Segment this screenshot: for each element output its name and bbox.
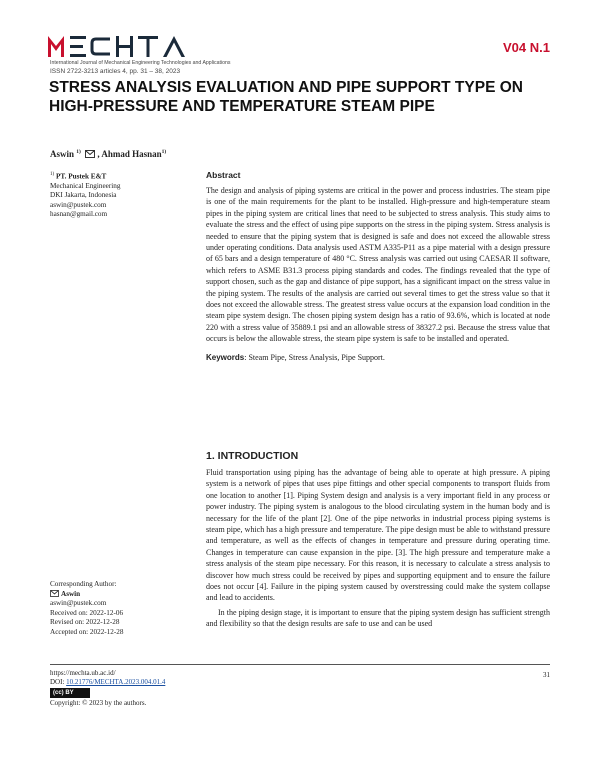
doi-link[interactable]: 10.21776/MECHTA.2023.004.01.4 [66,678,166,687]
corresponding-label: Corresponding Author: [50,580,117,588]
affil-org: PT. Pustek E&T [55,172,107,181]
affil-email-hasnan[interactable]: hasnan@gmail.com [50,210,108,219]
envelope-icon[interactable] [50,590,59,597]
intro-paragraph-2: In the piping design stage, it is important to ensure that the piping system design has sufficient strength and flexibility so that the design results are safe to use and can be used [206,607,550,629]
affil-city: DKI Jakarta, Indonesia [50,191,117,200]
revised-date: Revised on: 2022-12-28 [50,618,120,627]
journal-logo [48,34,218,58]
corresponding-email[interactable]: aswin@pustek.com [50,599,107,608]
affiliation-block [50,170,190,219]
doi-label: DOI: [50,678,65,687]
paper-title: STRESS ANALYSIS EVALUATION AND PIPE SUPPORT TYPE ON HIGH-PRESSURE AND TEMPERATURE STEAM PIPE [49,79,523,115]
author-hasnan[interactable]: Ahmad Hasnan [101,149,162,159]
keywords-list: : Steam Pipe, Stress Analysis, Pipe Support. [244,352,385,362]
author-aswin[interactable]: Aswin [50,149,75,159]
copyright-notice: Copyright: © 2023 by the authors. [50,699,147,708]
keywords-line [206,352,550,363]
accepted-date: Accepted on: 2022-12-28 [50,627,124,636]
page-number: 31 [543,671,550,679]
issn-line: ISSN 2722-3213 articles 4, pp. 31 – 38, 2023 [50,68,181,75]
received-date: Received on: 2022-12-06 [50,608,124,617]
abstract-section [206,170,550,363]
affil-email-aswin[interactable]: aswin@pustek.com [50,200,107,209]
author-separator: , [97,149,100,159]
footer-divider [50,664,550,665]
author-line [50,149,166,159]
keywords-label: Keywords [206,352,245,362]
author-hasnan-affil-sup: 1) [161,149,167,155]
corresponding-author-block [50,580,190,638]
journal-full-name: International Journal of Mechanical Engineering Technologies and Applications [50,60,231,66]
journal-url[interactable]: https://mechta.ub.ac.id/ [50,669,116,677]
section-heading-introduction: 1. INTRODUCTION [206,450,299,462]
author-aswin-affil-sup: 1) [76,149,81,155]
affil-sup: 1) [50,172,55,177]
cc-license-badge[interactable]: (cc) BY [50,688,90,698]
mechta-logo-mark [48,36,185,57]
abstract-heading: Abstract [206,170,241,180]
affil-dept: Mechanical Engineering [50,181,121,190]
footer-block [50,669,165,709]
envelope-icon[interactable] [85,150,95,158]
introduction-body [206,467,550,630]
volume-number: V04 N.1 [503,40,550,55]
intro-paragraph-1: Fluid transportation using piping has the advantage of being able to operate at high pressure. A piping system is a network of pipes that uses pipe fittings and other special components to transport fluids from one location to another [1]. Piping System design and analysis is a very important field in any process or power industry. The piping system is analogous to the blood circulating system in the human body and is necessary for the life of the plant [2]. One of the pipe networks in industrial process piping systems is steam pipe, which has a high pressure and temperature. The pipe design must be able to withstand pressure and temperature, as well as the effects of changes in temperature and pressure during operating time. Changes in temperature can cause expansion in the pipe. [3]. The high pressure and temperature make a stress analysis of the steam pipe necessary. For this reason, it is necessary to calculate a stress analysis to discover how much stress could be received by pipes and supporting equipment and to ensure the failure does not occur [4]. Failure in the piping system caused by overstressing could make the system collapse and lead to accidents. [206,468,550,603]
corresponding-name: Aswin [61,589,81,598]
abstract-text: The design and analysis of piping systems are critical in the power and process industries. The steam pipe is one of the main requirements for the plant to be installed. High-pressure and high-temperature steam pipes in the piping system are critical lines that need to be subjected to stress analysis. This study aims to evaluate the stress and the effect of using pipe supports on the stress in the piping system. Stress analysis is needed to ensure that the piping system that is designed is safe and does not exceed the allowable stress under operating conditions. Data analysis used ASTM A335-P11 as a pipe material with a design pressure of 65 bars and a design temperature of 480 °C. Stress analysis was carried out using CAESAR II software, which refers to ASME B31.3 process piping standards and codes. The findings revealed that the type of support chosen, such as the gap and distance of pipe support, has a significant impact on the stress value in the piping system. The results of the analysis are carried out several times to get the stress value so that it does not exceed the allowable stress. The greatest stress value occurs at the expansion load condition in the steam pipe system design. The chosen piping system design has a ratio of 93.6%, which is located at node 220 with a stress value of 35889.1 psi and an allowable stress of 38327.2 psi. Because the stress value that occurs is below the allowable stress, the steam pipe system is safe to be installed and operated. [206,186,550,344]
